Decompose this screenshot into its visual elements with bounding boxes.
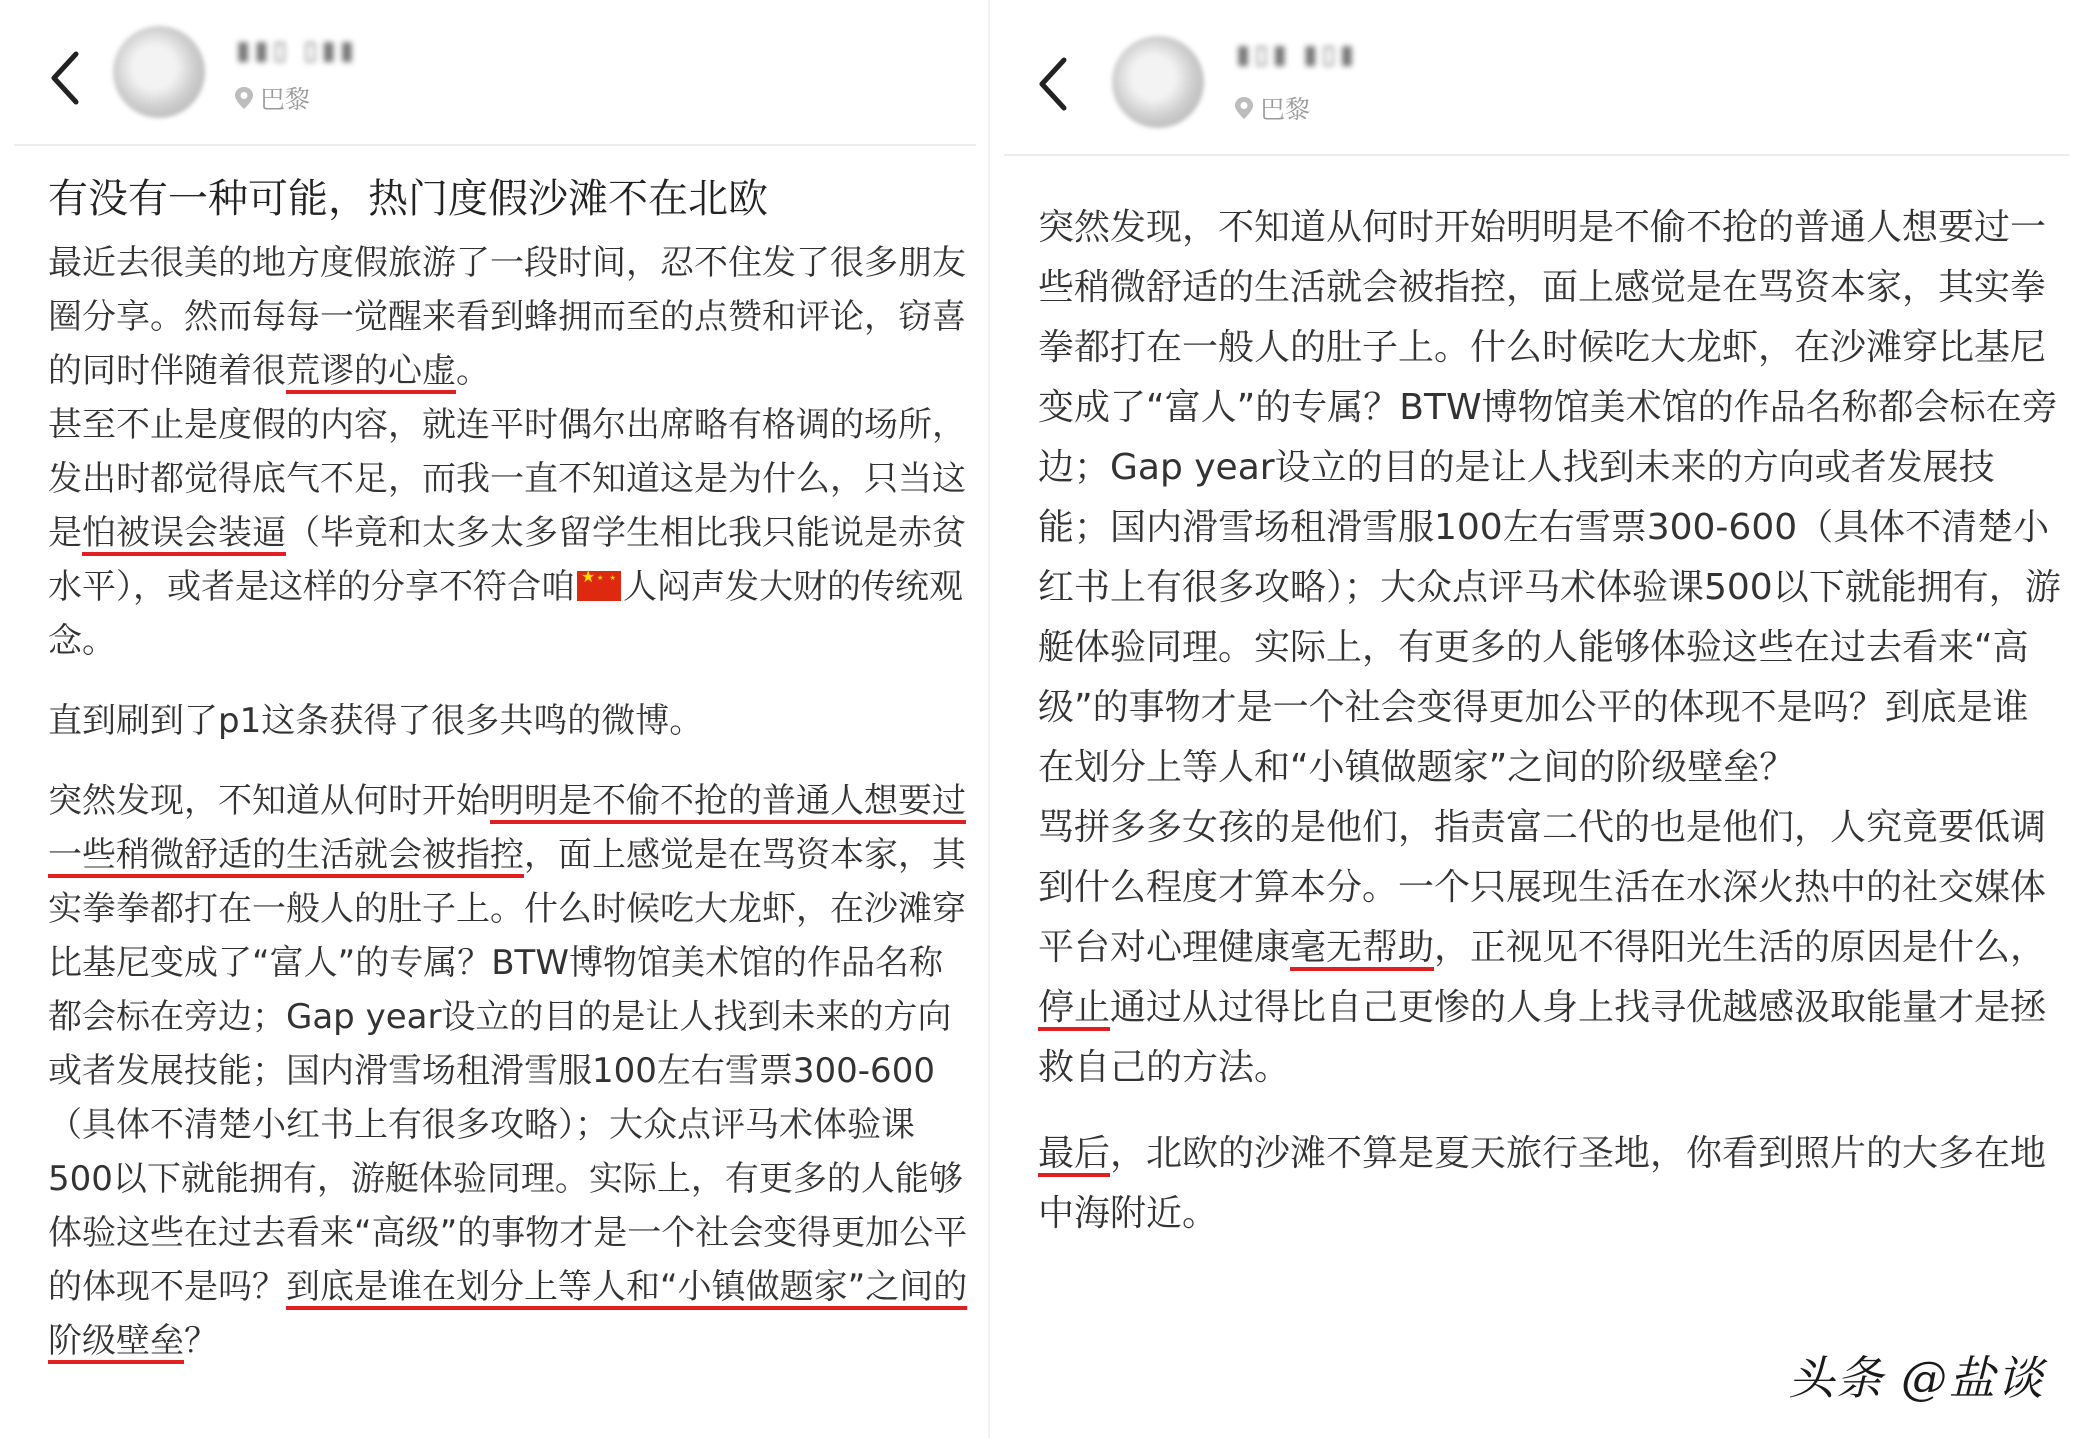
text: ？ [184,1321,218,1361]
post-header [0,0,990,146]
post-title: 有没有一种可能，热门度假沙滩不在北欧 [48,176,768,222]
toutiao-watermark: 头条 @盐谈 [1788,1351,2045,1405]
paragraph-4 [48,774,970,1368]
underlined-text: 最后 [1038,1133,1111,1174]
text: ，面上感觉是在骂资本家，其实拳拳都打在一般人的肚子上。什么时候吃大龙虾，在沙滩穿比基尼变成了“富人”的专属？BTW博物馆美术馆的作品名称都会标在旁边；Gap year设立的目的是让人找到未来的方向或者发展技能；国内滑雪场租滑雪服100左右雪票300-600（具体不清楚小红书上有很多攻略）；大众点评马术体验课500以下就能拥有，游艇体验同理。实际上，有更多的人能够体验这些在过去看来“高级”的事物才是一个社会变得更加公平的体现不是吗？ [48,835,968,1307]
username-blurred[interactable]: ▮▯▮ ▮▯▮ [1236,40,1359,70]
text: 人闷声发大财的传统观念。 [48,567,963,661]
underlined-text: 到底是谁在划分上等人和“小镇做题家”之间的阶级壁垒 [48,1267,968,1361]
text: 最近去很美的地方度假旅游了一段时间，忍不住发了很多朋友圈分享。然而每每一觉醒来看到蜂拥而至的点赞和评论，窃喜的同时伴随着很 [48,243,966,391]
text: 突然发现，不知道从何时开始 [48,781,490,821]
location-tag [234,80,310,116]
post-body [48,170,970,1368]
header-divider [1004,154,2069,156]
paragraph-2 [48,398,970,668]
paragraph-1 [48,236,970,398]
text: ，正视见不得阳光生活的原因是什么， [1434,927,2047,968]
location-pin-icon [234,86,254,110]
back-arrow-icon[interactable] [46,48,86,108]
location-pin-icon [1234,96,1254,120]
avatar[interactable] [1112,36,1204,128]
text: 甚至不止是度假的内容，就连平时偶尔出席略有格调的场所，发出时都觉得底气不足，而我一直不知道这是为什么，只当这是 [48,405,966,553]
china-flag-icon [577,571,621,601]
text: （毕竟和太多太多留学生相比我只能说是赤贫水平），或者是这样的分享不符合咱 [48,513,966,607]
underlined-text: 明明是不偷不抢的普通人想要过一些稍微舒适的生活就会被指控 [48,781,966,875]
right-post-screenshot [990,0,2083,1438]
paragraph-1: 突然发现，不知道从何时开始明明是不偷不抢的普通人想要过一些稍微舒适的生活就会被指控，面上感觉是在骂资本家，其实拳拳都打在一般人的肚子上。什么时候吃大龙虾，在沙滩穿比基尼变成了“富人”的专属？BTW博物馆美术馆的作品名称都会标在旁边；Gap year设立的目的是让人找到未来的方向或者发展技能；国内滑雪场租滑雪服100左右雪票300-600（具体不清楚小红书上有很多攻略）；大众点评马术体验课500以下就能拥有，游艇体验同理。实际上，有更多的人能够体验这些在过去看来“高级”的事物才是一个社会变得更加公平的体现不是吗？到底是谁在划分上等人和“小镇做题家”之间的阶级壁垒？ [1038,207,2061,788]
text: 。 [456,351,490,391]
underlined-text: 毫无帮助 [1290,927,1435,968]
post-header [990,0,2083,146]
username-blurred[interactable]: ▮▮▯ ▯▮▮ [236,36,359,66]
paragraph-3: 直到刷到了p1这条获得了很多共鸣的微博。 [48,701,704,741]
underlined-text: 怕被误会装逼 [82,513,286,553]
left-post-screenshot [0,0,990,1438]
text: 骂拼多多女孩的是他们，指责富二代的也是他们，人究竟要低调到什么程度才算本分。一个只展现生活在水深火热中的社交媒体平台对心理健康 [1038,807,2047,968]
text: ，北欧的沙滩不算是夏天旅行圣地，你看到照片的大多在地中海附近。 [1038,1133,2047,1234]
back-arrow-icon[interactable] [1034,54,1074,114]
underlined-text: 荒谬的心虚 [286,351,456,391]
header-divider [14,144,976,146]
underlined-text: 停止 [1038,987,1111,1028]
location-text: 巴黎 [1260,95,1311,124]
avatar[interactable] [113,26,205,118]
paragraph-3 [1038,1124,2063,1244]
location-text: 巴黎 [260,85,311,114]
post-body [1038,198,2063,1244]
location-tag [1234,90,1310,126]
text: 通过从过得比自己更惨的人身上找寻优越感汲取能量才是拯救自己的方法。 [1038,987,2047,1088]
paragraph-2 [1038,798,2063,1098]
